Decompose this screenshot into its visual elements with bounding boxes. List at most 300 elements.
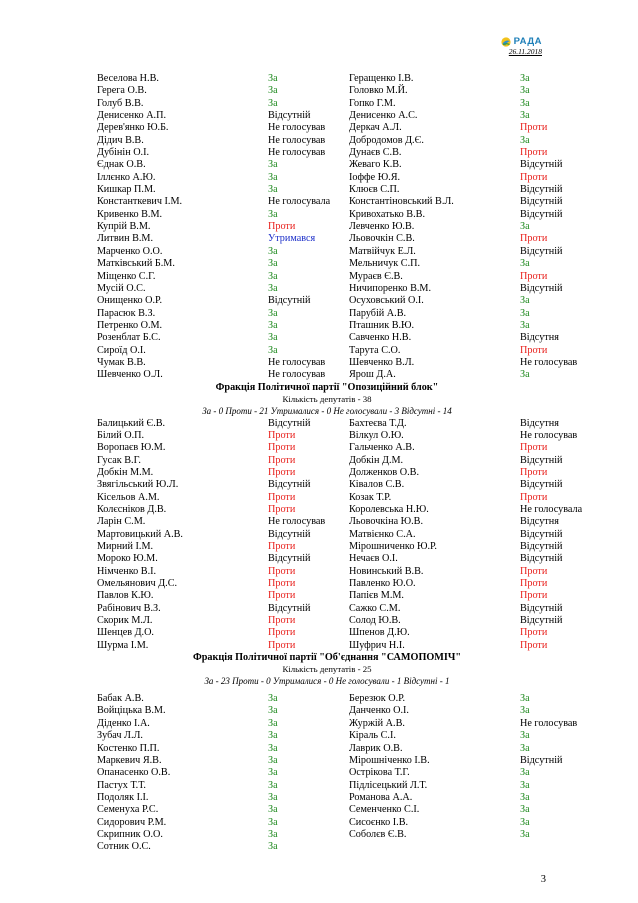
deputy-name: Кісельов А.М. xyxy=(97,491,160,503)
deputy-name: Сотник О.С. xyxy=(97,841,151,853)
deputy-name: Ярош Д.А. xyxy=(349,369,396,381)
vote-row xyxy=(97,429,578,442)
deputy-name: Чумак В.В. xyxy=(97,356,146,368)
deputy-name: Павлов К.Ю. xyxy=(97,590,154,602)
vote-value: Проти xyxy=(520,565,548,577)
vote-list-continued xyxy=(97,73,578,382)
vote-row xyxy=(97,541,563,553)
vote-row xyxy=(97,356,578,369)
vote-value: Проти xyxy=(268,627,296,639)
vote-value: Проти xyxy=(268,429,296,441)
vote-value: Проти xyxy=(268,565,296,577)
vote-value: Відсутня xyxy=(520,516,559,528)
vote-value: Відсутній xyxy=(268,528,311,540)
deputy-name: Воропаєв Ю.М. xyxy=(97,442,166,454)
vote-value: Проти xyxy=(520,578,548,590)
deputy-name: Кишкар П.М. xyxy=(97,184,156,196)
vote-row xyxy=(97,841,557,853)
deputy-name: Матківський Б.М. xyxy=(97,258,175,270)
deputy-name: Деркач А.Л. xyxy=(349,122,402,134)
vote-row xyxy=(97,172,557,184)
vote-value: За xyxy=(268,730,278,742)
vote-row xyxy=(97,73,557,85)
vote-value: За xyxy=(268,282,278,294)
vote-value: За xyxy=(268,307,278,319)
vote-row xyxy=(97,184,563,196)
deputy-name: Міщенко С.Г. xyxy=(97,270,156,282)
vote-row xyxy=(97,282,563,295)
vote-value: Проти xyxy=(520,466,548,478)
deputy-name: Добкін Д.М. xyxy=(349,454,404,466)
vote-row xyxy=(97,705,557,717)
deputy-name: Діденко І.А. xyxy=(97,717,150,729)
vote-value: За xyxy=(268,804,278,816)
vote-row xyxy=(97,332,557,344)
deputy-name: Звягільський Ю.Л. xyxy=(97,479,179,491)
vote-value: Відсутній xyxy=(520,196,563,208)
deputy-name: Льовочкіна Ю.В. xyxy=(349,516,424,528)
vote-value: Проти xyxy=(268,221,296,233)
deputy-name: Гусак В.Г. xyxy=(97,454,141,466)
vote-value: За xyxy=(520,693,530,705)
deputy-name: Литвин В.М. xyxy=(97,233,154,245)
faction-count: Кількість депутатів - 38 xyxy=(282,393,372,404)
vote-row xyxy=(97,516,557,528)
deputy-name: Левченко Ю.В. xyxy=(349,221,415,233)
deputy-name: Павленко Ю.О. xyxy=(349,578,416,590)
vote-value: Відсутній xyxy=(268,417,311,429)
vote-row xyxy=(97,196,563,208)
vote-row xyxy=(97,320,557,332)
vote-value: Проти xyxy=(520,491,548,503)
vote-row xyxy=(97,258,557,270)
vote-row xyxy=(97,602,563,615)
vote-value: За xyxy=(520,804,530,816)
vote-row xyxy=(97,693,557,705)
vote-row xyxy=(97,369,557,381)
vote-value: Відсутній xyxy=(520,184,563,196)
vote-value: За xyxy=(268,159,278,171)
vote-row xyxy=(97,454,563,467)
deputy-name: Добкін М.М. xyxy=(97,466,154,478)
deputy-name: Шевченко О.Л. xyxy=(97,369,163,381)
faction-summary: За - 23 Проти - 0 Утрималися - 0 Не голосували - 1 Відсутні - 1 xyxy=(204,676,450,687)
vote-value: Проти xyxy=(268,590,296,602)
vote-value: Проти xyxy=(268,466,296,478)
vote-value: Не голосував xyxy=(268,122,326,134)
deputy-name: Голуб В.В. xyxy=(97,97,144,109)
vote-row xyxy=(97,98,557,110)
vote-value: За xyxy=(520,369,530,381)
deputy-name: Шурма І.М. xyxy=(97,639,149,651)
vote-value: За xyxy=(268,693,278,705)
deputy-name: Клюєв С.П. xyxy=(349,184,400,196)
deputy-name: Гальченко А.В. xyxy=(349,442,415,454)
vote-value: За xyxy=(520,816,530,828)
deputy-name: Колєсніков Д.В. xyxy=(97,504,167,515)
deputy-name: Пастух Т.Т. xyxy=(97,779,146,791)
deputy-name: Матвійчук Е.Л. xyxy=(349,245,416,257)
deputy-name: Мураєв Є.В. xyxy=(349,270,403,282)
deputy-name: Новинський В.В. xyxy=(349,565,424,577)
vote-value: Відсутній xyxy=(520,528,563,540)
vote-row xyxy=(97,553,563,565)
deputy-name: Березюк О.Р. xyxy=(349,693,406,705)
deputy-name: Іллєнко А.Ю. xyxy=(97,171,156,183)
vote-value: За xyxy=(520,742,530,754)
deputy-name: Пташник В.Ю. xyxy=(349,319,415,331)
page-number: 3 xyxy=(540,874,546,885)
vote-value: Проти xyxy=(520,627,548,639)
vote-row xyxy=(97,110,557,122)
vote-value: За xyxy=(268,270,278,282)
deputy-name: Соболєв Є.В. xyxy=(349,828,407,840)
document-date: 26.11.2018 xyxy=(508,47,542,56)
vote-value: За xyxy=(520,295,530,307)
vote-value: Не голосував xyxy=(268,147,326,159)
deputy-name: Льовочкін С.В. xyxy=(349,233,415,245)
deputy-name: Дубінін О.І. xyxy=(97,147,150,159)
deputy-name: Мельничук С.П. xyxy=(349,258,421,270)
deputy-name: Кривохатько В.В. xyxy=(349,208,425,220)
deputy-name: Парасюк В.З. xyxy=(97,307,156,319)
vote-value: Не голосував xyxy=(520,356,578,368)
vote-value: Відсутній xyxy=(520,754,563,766)
vote-value: За xyxy=(268,742,278,754)
vote-value: За xyxy=(268,767,278,779)
vote-value: Відсутній xyxy=(520,245,563,257)
deputy-name: Шевченко В.Л. xyxy=(349,356,415,368)
vote-row xyxy=(97,767,557,779)
faction-block-opposition xyxy=(97,381,583,653)
vote-row xyxy=(97,418,557,430)
vote-value: Відсутній xyxy=(520,602,563,614)
deputy-name: Подоляк І.І. xyxy=(97,791,149,803)
deputy-name: Скорик М.Л. xyxy=(97,615,153,627)
vote-row xyxy=(97,590,557,602)
deputy-name: Гопко Г.М. xyxy=(349,97,396,109)
vote-row xyxy=(97,504,583,516)
vote-row xyxy=(97,528,563,541)
vote-value: Відсутній xyxy=(268,110,311,122)
deputy-name: Єднак О.В. xyxy=(97,159,146,171)
vote-value: Проти xyxy=(520,122,548,134)
deputy-name: Мусій О.С. xyxy=(97,282,146,294)
vote-value: Проти xyxy=(520,442,548,454)
vote-value: За xyxy=(268,779,278,791)
vote-value: За xyxy=(520,319,530,331)
vote-value: Проти xyxy=(268,504,296,515)
vote-row xyxy=(97,730,557,742)
vote-row xyxy=(97,780,557,792)
deputy-name: Семенченко С.І. xyxy=(349,804,420,816)
vote-value: Проти xyxy=(268,615,296,627)
deputy-name: Добродомов Д.Є. xyxy=(349,134,424,146)
vote-row xyxy=(97,467,557,479)
deputy-name: Бахтеєва Т.Д. xyxy=(349,417,407,429)
vote-value: Проти xyxy=(268,541,296,553)
deputy-name: Шенцев Д.О. xyxy=(97,627,154,639)
vote-value: Не голосувала xyxy=(520,504,583,515)
vote-row xyxy=(97,578,557,590)
deputy-name: Денисенко А.С. xyxy=(349,110,418,122)
vote-value: За xyxy=(520,73,530,84)
vote-value: За xyxy=(520,730,530,742)
vote-value: Відсутній xyxy=(520,208,563,220)
vote-row xyxy=(97,122,557,134)
deputy-name: Сидорович Р.М. xyxy=(97,816,167,828)
deputy-name: Шуфрич Н.І. xyxy=(349,639,405,651)
vote-value: Відсутній xyxy=(520,615,563,627)
deputy-name: Константіновський В.Л. xyxy=(349,196,454,208)
vote-value: За xyxy=(520,221,530,233)
vote-row xyxy=(97,159,563,171)
vote-row xyxy=(97,479,563,491)
vote-value: Відсутній xyxy=(520,541,563,553)
deputy-name: Козак Т.Р. xyxy=(349,491,392,503)
vote-value: Відсутня xyxy=(520,332,559,344)
deputy-name: Білий О.П. xyxy=(97,429,145,441)
deputy-name: Опанасенко О.В. xyxy=(97,767,171,779)
vote-value: Проти xyxy=(520,590,548,602)
vote-row xyxy=(97,804,557,816)
vote-value: За xyxy=(268,319,278,331)
deputy-name: Зубач Л.Л. xyxy=(97,730,143,742)
deputy-name: Вілкул О.Ю. xyxy=(349,429,404,441)
deputy-name: Сажко С.М. xyxy=(349,602,401,614)
vote-row xyxy=(97,233,557,245)
vote-value: Відсутній xyxy=(268,602,311,614)
deputy-name: Марченко О.О. xyxy=(97,245,163,257)
vote-value: Не голосувала xyxy=(268,196,331,208)
deputy-name: Купрій В.М. xyxy=(97,221,151,233)
deputy-name: Папієв М.М. xyxy=(349,590,404,602)
vote-row xyxy=(97,829,557,841)
vote-value: За xyxy=(268,85,278,97)
deputy-name: Королевська Н.Ю. xyxy=(349,504,429,515)
vote-value: За xyxy=(268,717,278,729)
vote-value: Відсутній xyxy=(520,159,563,171)
vote-value: Проти xyxy=(520,639,548,651)
vote-row xyxy=(97,308,557,320)
deputy-name: Головко М.Й. xyxy=(349,85,408,97)
deputy-name: Костенко П.П. xyxy=(97,742,160,754)
deputy-name: Жеваго К.В. xyxy=(349,159,402,171)
vote-value: За xyxy=(520,110,530,122)
deputy-name: Ничипоренко В.М. xyxy=(349,282,432,294)
vote-value: За xyxy=(268,258,278,270)
deputy-name: Сисоєнко І.В. xyxy=(349,816,409,828)
vote-value: Утримався xyxy=(268,233,316,245)
vote-value: За xyxy=(520,307,530,319)
vote-value: Відсутній xyxy=(520,553,563,565)
deputy-name: Петренко О.М. xyxy=(97,319,163,331)
faction-vote-list xyxy=(97,693,578,853)
deputy-name: Мирний І.М. xyxy=(97,541,154,553)
deputy-name: Онищенко О.Р. xyxy=(97,295,162,307)
vote-value: Не голосував xyxy=(268,369,326,381)
vote-value: За xyxy=(268,208,278,220)
vote-value: За xyxy=(520,705,530,717)
deputy-name: Герега О.В. xyxy=(97,85,147,97)
vote-row xyxy=(97,492,557,504)
deputy-name: Семенуха Р.С. xyxy=(97,804,159,816)
deputy-name: Розенблат Б.С. xyxy=(97,332,161,344)
deputy-name: Мартовицький А.В. xyxy=(97,528,183,540)
deputy-name: Рабінович В.З. xyxy=(97,602,161,614)
deputy-name: Дерев'янко Ю.Б. xyxy=(97,122,169,134)
deputy-name: Савченко Н.В. xyxy=(349,332,412,344)
deputy-name: Нечаєв О.І. xyxy=(349,553,398,565)
deputy-name: Балицький Є.В. xyxy=(97,417,166,429)
deputy-name: Іоффе Ю.Я. xyxy=(349,171,401,183)
vote-row xyxy=(97,615,563,627)
vote-row xyxy=(97,208,563,221)
vote-value: Не голосував xyxy=(520,429,578,441)
faction-title: Фракція Політичної партії "Опозиційний блок" xyxy=(215,381,439,393)
vote-value: Не голосував xyxy=(268,516,326,528)
vote-value: Проти xyxy=(268,639,296,651)
vote-value: За xyxy=(268,754,278,766)
deputy-name: Острікова Т.Г. xyxy=(349,767,410,779)
deputy-name: Парубій А.В. xyxy=(349,307,407,319)
vote-row xyxy=(97,817,557,829)
vote-row xyxy=(97,792,557,804)
vote-row xyxy=(97,271,557,283)
vote-value: Відсутній xyxy=(268,553,311,565)
vote-value: За xyxy=(268,791,278,803)
vote-value: Проти xyxy=(268,442,296,454)
deputy-name: Веселова Н.В. xyxy=(97,73,159,84)
vote-row xyxy=(97,566,557,578)
rada-logo-icon xyxy=(501,37,511,47)
faction-count: Кількість депутатів - 25 xyxy=(282,664,372,675)
vote-row xyxy=(97,221,557,233)
vote-value: Не голосував xyxy=(268,356,326,368)
vote-value: За xyxy=(520,828,530,840)
vote-value: Відсутній xyxy=(268,479,311,491)
deputy-name: Мірошниченко Ю.Р. xyxy=(349,541,437,553)
vote-value: За xyxy=(520,791,530,803)
deputy-name: Данченко О.І. xyxy=(349,705,409,717)
vote-value: Відсутній xyxy=(520,454,563,466)
vote-value: За xyxy=(520,97,530,109)
page-header xyxy=(501,36,542,56)
vote-value: За xyxy=(520,767,530,779)
deputy-name: Матвієнко С.А. xyxy=(349,528,416,540)
deputy-name: Осуховський О.І. xyxy=(349,295,424,307)
vote-row xyxy=(97,442,557,454)
vote-value: Проти xyxy=(268,491,296,503)
faction-title: Фракція Політичної партії "Об'єднання "САМОПОМІЧ" xyxy=(192,652,462,664)
vote-row xyxy=(97,345,557,357)
deputy-name: Ларін С.М. xyxy=(97,516,146,528)
vote-row xyxy=(97,135,557,147)
vote-value: За xyxy=(268,344,278,356)
deputy-name: Маркевич Я.В. xyxy=(97,754,162,766)
vote-value: Відсутня xyxy=(520,417,559,429)
vote-value: Проти xyxy=(268,578,296,590)
deputy-name: Денисенко А.П. xyxy=(97,110,166,122)
deputy-name: Скрипник О.О. xyxy=(97,828,163,840)
vote-value: Не голосував xyxy=(268,134,326,146)
deputy-name: Дунаєв С.В. xyxy=(349,147,402,159)
deputy-name: Ківалов С.В. xyxy=(349,479,405,491)
vote-value: За xyxy=(268,332,278,344)
vote-value: Проти xyxy=(520,171,548,183)
vote-results xyxy=(97,73,583,854)
deputy-name: Журжій А.В. xyxy=(349,717,405,729)
vote-value: За xyxy=(268,705,278,717)
faction-vote-list xyxy=(97,417,583,653)
deputy-name: Долженков О.В. xyxy=(349,466,419,478)
vote-value: За xyxy=(268,816,278,828)
deputy-name: Константкевич І.М. xyxy=(97,196,183,208)
vote-value: За xyxy=(268,97,278,109)
deputy-name: Шпенов Д.Ю. xyxy=(349,627,410,639)
deputy-name: Кіраль С.І. xyxy=(349,730,396,742)
vote-row xyxy=(97,754,563,767)
deputy-name: Підлісецький Л.Т. xyxy=(349,779,428,791)
deputy-name: Сироїд О.І. xyxy=(97,344,146,356)
vote-row xyxy=(97,627,557,639)
vote-value: Відсутній xyxy=(520,282,563,294)
vote-value: Проти xyxy=(268,454,296,466)
vote-value: Проти xyxy=(520,344,548,356)
vote-value: Відсутній xyxy=(268,295,311,307)
vote-value: Відсутній xyxy=(520,479,563,491)
vote-row xyxy=(97,743,557,755)
faction-summary: За - 0 Проти - 21 Утрималися - 0 Не голосували - 3 Відсутні - 14 xyxy=(202,405,452,416)
deputy-name: Бабак А.В. xyxy=(97,693,144,705)
deputy-name: Романова А.А. xyxy=(349,791,413,803)
vote-row xyxy=(97,640,557,652)
deputy-name: Німченко В.І. xyxy=(97,565,157,577)
vote-value: За xyxy=(268,841,278,853)
deputy-name: Геращенко І.В. xyxy=(349,73,414,84)
vote-value: За xyxy=(268,245,278,257)
deputy-name: Войціцька В.М. xyxy=(97,705,166,717)
vote-row xyxy=(97,245,563,258)
deputy-name: Мороко Ю.М. xyxy=(97,553,158,565)
vote-row xyxy=(97,85,557,97)
vote-value: Не голосував xyxy=(520,717,578,729)
vote-value: За xyxy=(520,85,530,97)
deputy-name: Дідич В.В. xyxy=(97,134,144,146)
deputy-name: Кривенко В.М. xyxy=(97,208,163,220)
vote-value: За xyxy=(268,828,278,840)
deputy-name: Мірошніченко І.В. xyxy=(349,754,430,766)
deputy-name: Лаврик О.В. xyxy=(349,742,403,754)
deputy-name: Тарута С.О. xyxy=(349,344,401,356)
vote-row xyxy=(97,147,557,159)
faction-block-samopomich xyxy=(97,652,578,853)
vote-value: За xyxy=(520,134,530,146)
vote-row xyxy=(97,717,578,730)
vote-value: За xyxy=(520,258,530,270)
vote-value: Проти xyxy=(520,233,548,245)
rada-logo xyxy=(501,36,542,47)
vote-row xyxy=(97,295,557,307)
vote-value: За xyxy=(520,779,530,791)
vote-value: Проти xyxy=(520,270,548,282)
vote-value: За xyxy=(268,73,278,84)
deputy-name: Солод Ю.В. xyxy=(349,615,401,627)
vote-value: За xyxy=(268,184,278,196)
vote-value: Проти xyxy=(520,147,548,159)
vote-value: За xyxy=(268,171,278,183)
deputy-name: Омельянович Д.С. xyxy=(97,578,178,590)
